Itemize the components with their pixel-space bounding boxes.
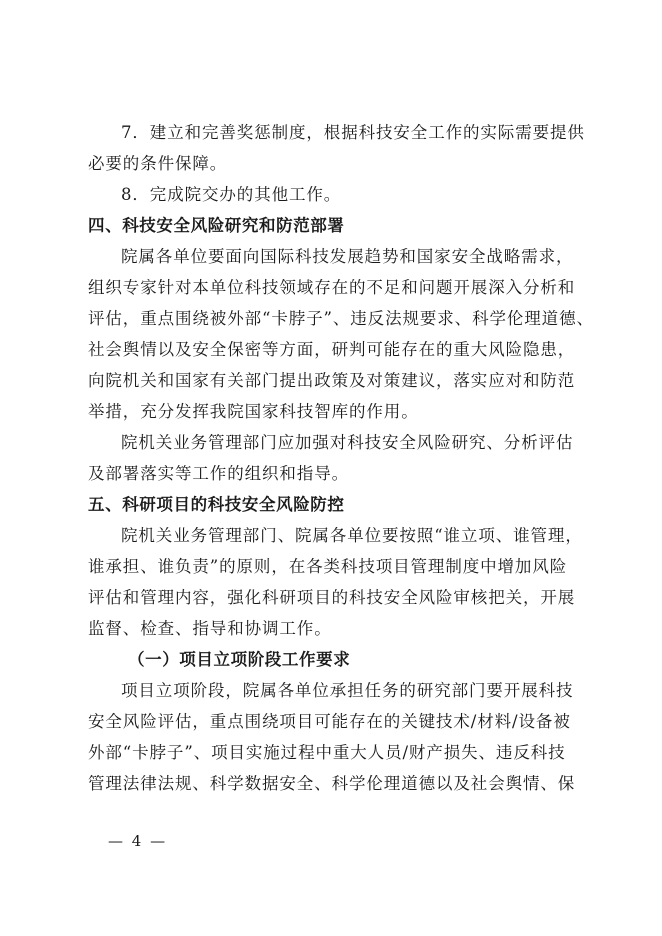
page-number: — 4 — [108,832,168,850]
paragraph-line: 及部署落实等工作的组织和指导。 [88,464,349,483]
paragraph-line: 项目立项阶段，院属各单位承担任务的研究部门要开展科技 [121,681,574,700]
list-item-7-line-1: 7．建立和完善奖惩制度，根据科技安全工作的实际需要提供 [121,123,585,142]
paragraph-line: 院属各单位要面向国际科技发展趋势和国家安全战略需求， [121,247,574,266]
list-item-8: 8．完成院交办的其他工作。 [121,185,342,204]
paragraph-line: 社会舆情以及安全保密等方面，研判可能存在的重大风险隐患， [88,340,576,359]
paragraph-line: 监督、检查、指导和协调工作。 [88,619,332,638]
list-item-7-line-2: 必要的条件保障。 [88,154,228,173]
paragraph-line: 评估，重点围绕被外部“卡脖子”、违反法规要求、科学伦理道德、 [88,309,594,328]
paragraph-line: 院机关业务管理部门应加强对科技安全风险研究、分析评估 [121,433,574,452]
paragraph-line: 管理法律法规、科学数据安全、科学伦理道德以及社会舆情、保 [88,774,576,793]
document-body [88,117,594,799]
paragraph-line: 安全风险评估，重点围绕项目可能存在的关键技术/材料/设备被 [88,712,571,731]
section-heading-5: 五、科研项目的科技安全风险防控 [88,495,345,514]
paragraph-line: 评估和管理内容，强化科研项目的科技安全风险审核把关，开展 [88,588,576,607]
paragraph-line: 外部“卡脖子”、项目实施过程中重大人员/财产损失、违反科技 [88,743,566,762]
paragraph-line: 组织专家针对本单位科技领域存在的不足和问题开展深入分析和 [88,278,576,297]
paragraph-line: 谁承担、谁负责”的原则，在各类科技项目管理制度中增加风险 [88,557,568,576]
section-heading-4: 四、科技安全风险研究和防范部署 [88,216,345,235]
paragraph-line: 举措，充分发挥我院国家科技智库的作用。 [88,402,419,421]
paragraph-line: 院机关业务管理部门、院属各单位要按照“谁立项、谁管理， [121,526,583,545]
paragraph-line: 向院机关和国家有关部门提出政策及对策建议，落实应对和防范 [88,371,576,390]
subsection-heading-1: （一）项目立项阶段工作要求 [128,650,351,669]
